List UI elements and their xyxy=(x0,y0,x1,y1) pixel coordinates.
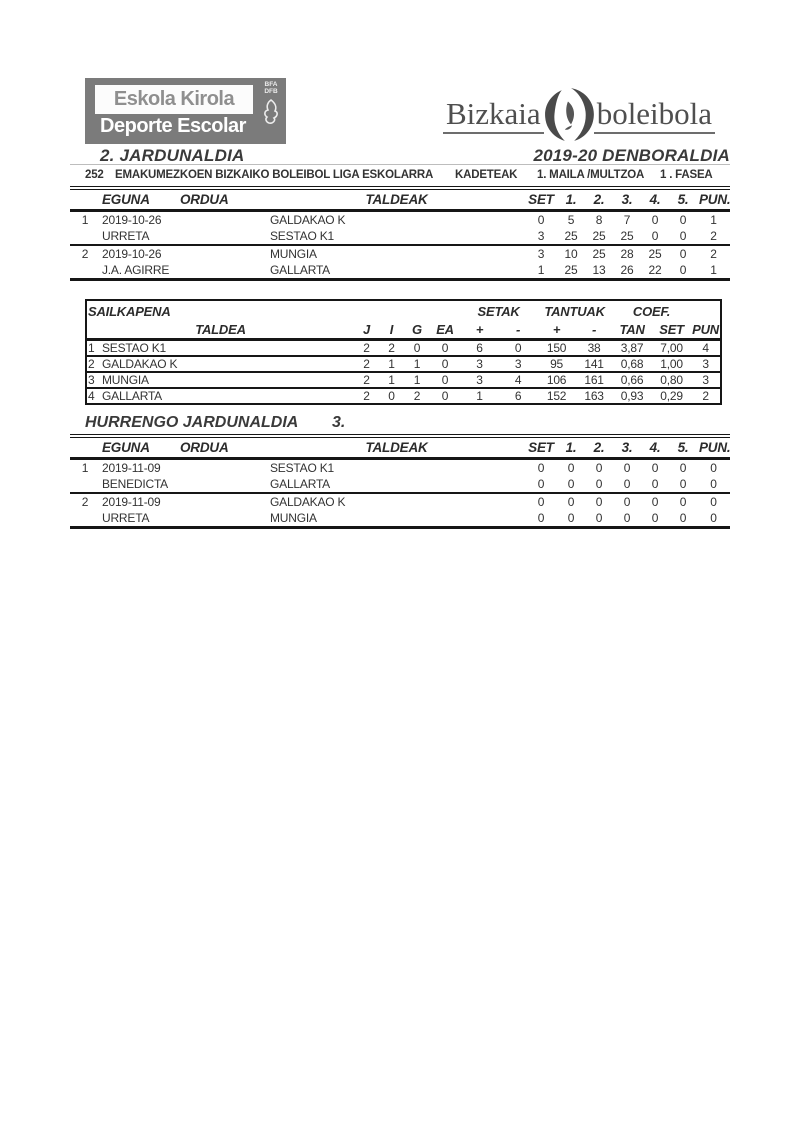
league-division: 1. MAILA /MULTZOA xyxy=(537,169,645,181)
standings-row: 2 GALDAKAO K 2 1 1 0 3 3 95 141 0,68 1,00 3 xyxy=(86,356,721,372)
results-header-row xyxy=(70,190,730,211)
next-round-table xyxy=(70,438,730,529)
col-set5: 5. xyxy=(677,439,689,455)
team-name: MUNGIA xyxy=(270,511,317,525)
col-set1: 1. xyxy=(565,439,577,455)
group-coef: COEF. xyxy=(632,304,671,319)
team-cell: 1 SESTAO K1 xyxy=(88,341,167,355)
results-table xyxy=(70,190,730,281)
team-name: GALLARTA xyxy=(270,263,330,277)
team-name: GALDAKAO K xyxy=(270,213,346,227)
badge-line-bfa: BFA xyxy=(264,81,278,88)
deporte-escolar-text: Deporte Escolar xyxy=(100,115,246,137)
standings-column-header-row xyxy=(86,320,721,340)
team-name: GALDAKAO K xyxy=(270,495,346,509)
col-set3: 3. xyxy=(621,191,633,207)
col-eguna: EGUNA xyxy=(102,191,150,207)
col-set3: 3. xyxy=(621,439,633,455)
standings-group-header-row xyxy=(86,300,721,320)
team-cell: 4 GALLARTA xyxy=(88,389,162,403)
col-pun: PUN xyxy=(692,321,719,337)
fixture-row: BENEDICTA GALLARTA 0 0 0 0 0 0 0 xyxy=(102,477,717,491)
season-title: 2019-20 DENBORALDIA xyxy=(533,146,730,165)
round-title: 2. JARDUNALDIA xyxy=(100,146,245,165)
team-name: SESTAO K1 xyxy=(270,461,335,475)
group-tantuak: TANTUAK xyxy=(544,304,605,319)
league-category: KADETEAK xyxy=(455,169,518,181)
col-pun: PUN. xyxy=(699,191,730,207)
standings-row: 3 MUNGIA 2 1 1 0 3 4 106 161 0,66 0,80 3 xyxy=(86,372,721,388)
standings-row: 1 SESTAO K1 2 2 0 0 6 0 150 38 3,87 7,00 4 xyxy=(88,341,709,355)
team-cell: 2 GALDAKAO K xyxy=(88,357,178,371)
club-name: J.A. AGIRRE xyxy=(102,263,170,277)
eskola-kirola-box xyxy=(95,85,253,114)
badge-line-dfb: DFB xyxy=(264,88,278,95)
fixture-row: 1 2019-11-09 SESTAO K1 0 0 0 0 0 0 0 xyxy=(70,459,730,477)
standings-title: SAILKAPENA xyxy=(88,304,171,319)
col-set-minus: - xyxy=(515,321,521,337)
col-eguna: EGUNA xyxy=(102,439,150,455)
col-set: SET xyxy=(528,439,554,455)
col-taldea: TALDEA xyxy=(195,321,246,337)
col-set2: 2. xyxy=(593,439,605,455)
results-section xyxy=(70,186,730,281)
team-name: SESTAO K1 xyxy=(270,229,335,243)
col-tan: TAN xyxy=(619,321,645,337)
col-g: G xyxy=(412,321,422,337)
col-pun: PUN. xyxy=(699,439,730,455)
standings-section xyxy=(85,299,720,405)
col-set: SET xyxy=(659,321,684,337)
match-row: 2 2019-10-26 MUNGIA 3 10 25 28 25 0 2 xyxy=(81,247,717,261)
fixture-row: 2 2019-11-09 GALDAKAO K 0 0 0 0 0 0 0 xyxy=(81,495,717,509)
eskola-kirola-logo xyxy=(85,78,286,144)
bizkaia-wordmark: Bizkaia xyxy=(443,97,544,134)
col-set4: 4. xyxy=(649,439,661,455)
col-set: SET xyxy=(528,191,554,207)
league-phase: 1 . FASEA xyxy=(660,169,713,181)
bfa-dfb-badge xyxy=(258,81,284,141)
col-ea: EA xyxy=(436,321,454,337)
match-date: 2019-11-09 xyxy=(102,461,161,475)
col-ordua: ORDUA xyxy=(180,191,229,207)
team-name: GALLARTA xyxy=(270,477,330,491)
league-band xyxy=(70,166,730,185)
eskola-kirola-text: Eskola Kirola xyxy=(113,88,235,110)
match-date: 2019-10-26 xyxy=(102,213,162,227)
match-date: 2019-10-26 xyxy=(102,247,162,261)
club-name: URRETA xyxy=(102,511,150,525)
next-round-number: 3. xyxy=(332,414,346,431)
standings-table xyxy=(85,299,722,405)
group-setak: SETAK xyxy=(477,304,520,319)
fixture-row: URRETA MUNGIA 0 0 0 0 0 0 0 xyxy=(70,510,730,528)
league-code: 252 xyxy=(85,169,104,181)
col-ordua: ORDUA xyxy=(180,439,229,455)
club-name: BENEDICTA xyxy=(102,477,168,491)
next-round-section xyxy=(70,414,730,529)
club-name: URRETA xyxy=(102,229,150,243)
bizkaia-boleibola-logo xyxy=(443,86,715,144)
next-round-title: HURRENGO JARDUNALDIA xyxy=(85,414,299,431)
team-name: MUNGIA xyxy=(270,247,317,261)
col-set1: 1. xyxy=(565,191,577,207)
col-set-plus: + xyxy=(475,321,484,337)
col-set4: 4. xyxy=(649,191,661,207)
next-round-title-row xyxy=(70,414,730,433)
match-row: J.A. AGIRRE GALLARTA 1 25 13 26 22 0 1 xyxy=(70,262,730,280)
bfa-crest-icon xyxy=(262,99,280,125)
next-round-header-row xyxy=(70,438,730,459)
match-row: 1 2019-10-26 GALDAKAO K 0 5 8 7 0 0 1 xyxy=(70,211,730,229)
title-row xyxy=(70,146,730,166)
band-top-rule xyxy=(70,164,730,165)
col-set2: 2. xyxy=(593,191,605,207)
match-row: URRETA SESTAO K1 3 25 25 25 0 0 2 xyxy=(102,229,717,243)
league-name: EMAKUMEZKOEN BIZKAIKO BOLEIBOL LIGA ESKOLARRA xyxy=(115,169,434,181)
boleibola-wordmark: boleibola xyxy=(594,97,715,134)
match-date: 2019-11-09 xyxy=(102,495,161,509)
col-taldeak: TALDEAK xyxy=(365,439,428,455)
col-taldeak: TALDEAK xyxy=(365,191,428,207)
team-cell: 3 MUNGIA xyxy=(88,373,149,387)
volleyball-swirl-icon xyxy=(540,86,598,149)
col-i: I xyxy=(389,321,394,337)
col-tan-minus: - xyxy=(591,321,597,337)
standings-row: 4 GALLARTA 2 0 2 0 1 6 152 163 0,93 0,29 2 xyxy=(86,388,721,404)
col-tan-plus: + xyxy=(552,321,561,337)
col-j: J xyxy=(362,321,371,337)
col-set5: 5. xyxy=(677,191,689,207)
